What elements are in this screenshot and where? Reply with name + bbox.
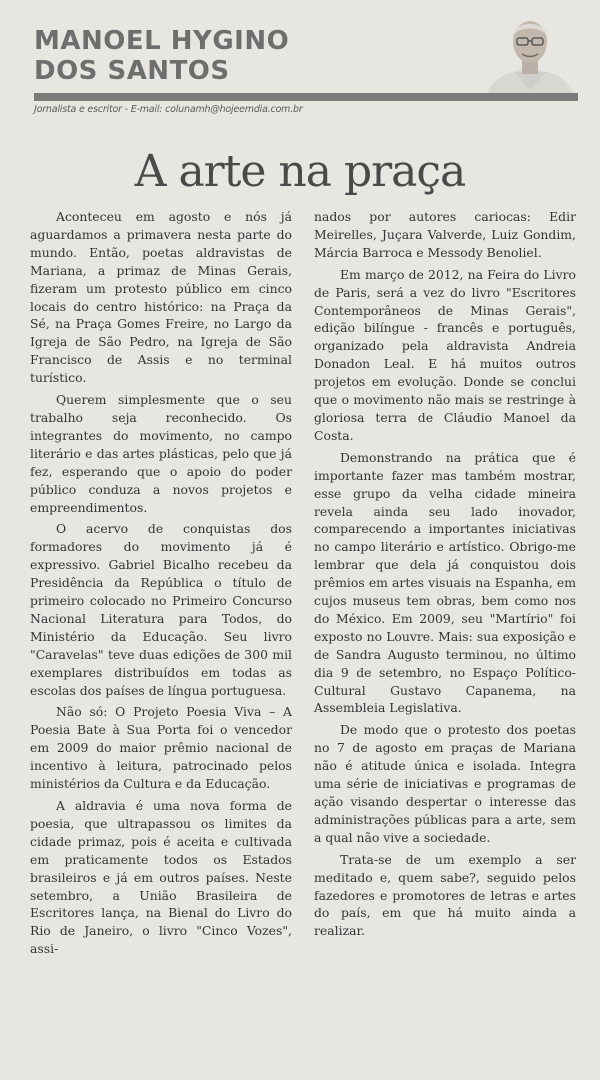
article-column-right <box>314 208 576 944</box>
paragraph: A aldravia é uma nova forma de poesia, que ultrapassou os limites da cidade primaz, pois é aceita e cultivada em praticamente todos os Estados brasileiros e já em outros países. Neste setembro, a União Brasileira de Escritores lança, na Bienal do Livro do Rio de Janeiro, o livro "Cinco Vozes", assi- <box>30 798 292 957</box>
author-name <box>34 26 474 86</box>
column-header <box>0 0 600 130</box>
paragraph: Trata-se de um exemplo a ser meditado e, quem sabe?, seguido pelos fazedores e promotores de letras e artes do país, em que há muito ainda a realizar. <box>314 851 576 939</box>
paragraph: De modo que o protesto dos poetas no 7 de agosto em praças de Mariana não é atitude única e isolada. Integra uma série de iniciativas e programas de ação visando despertar o interesse das administrações públicas para a arte, sem a qual não vive a sociedade. <box>314 722 576 845</box>
paragraph: Querem simplesmente que o seu trabalho seja reconhecido. Os integrantes do movimento, no campo literário e das artes plásticas, pelo que já fez, esperando que o apoio do poder público conduza a novos projetos e empreendimentos. <box>30 392 292 515</box>
paragraph-continuation: nados por autores cariocas: Edir Meirelles, Juçara Valverde, Luiz Gondim, Márcia Barroca e Messody Benoliel. <box>314 209 576 260</box>
header-rule <box>34 93 578 101</box>
paragraph: Aconteceu em agosto e nós já aguardamos a primavera nesta parte do mundo. Então, poetas aldravistas de Mariana, a primaz de Minas Gerais, fizeram um protesto público em cinco locais do centro histórico: na Praça da Sé, na Praça Gomes Freire, no Largo da Igreja de São Pedro, na Igreja de São Francisco de Assis e no terminal turístico. <box>30 209 292 386</box>
author-name-line2: DOS SANTOS <box>34 56 230 86</box>
author-byline: Jornalista e escritor - E-mail: colunamh@hojeemdia.com.br <box>34 104 303 115</box>
author-name-line1: MANOEL HYGINO <box>34 26 290 56</box>
paragraph: Demonstrando na prática que é importante fazer mas também mostrar, esse grupo da velha cidade mineira revela ainda seu lado inovador, comparecendo a importantes iniciativas no campo literário e artístico. Obrigo-me lembrar que dela já conquistou dois prêmios em artes visuais na Espanha, em cujos museus tem obras, bem como nos do México. Em 2009, seu "Martírio" foi exposto no Louvre. Mais: sua exposição e de Sandra Augusto terminou, no último dia 9 de setembro, no Espaço Político-Cultural Gustavo Capanema, na Assembleia Legislativa. <box>314 449 576 716</box>
paragraph: Não só: O Projeto Poesia Viva – A Poesia Bate à Sua Porta foi o vencedor em 2009 do maior prêmio nacional de incentivo à leitura, patrocinado pelos ministérios da Cultura e da Educação. <box>30 704 292 792</box>
article-column-left <box>30 208 292 962</box>
author-photo <box>484 10 576 96</box>
paragraph: Em março de 2012, na Feira do Livro de Paris, será a vez do livro "Escritores Contemporâneos de Minas Gerais", edição bilíngue - francês e português, organizado pela aldravista Andreia Donadon Leal. E há muitos outros projetos em evolução. Donde se conclui que o movimento não mais se restringe à gloriosa terra de Cláudio Manoel da Costa. <box>314 266 576 443</box>
article-title: A arte na praça <box>134 146 466 197</box>
paragraph: O acervo de conquistas dos formadores do movimento já é expressivo. Gabriel Bicalho recebeu da Presidência da República o título de primeiro colocado no Primeiro Concurso Nacional Literatura para Todos, do Ministério da Educação. Seu livro "Caravelas" teve duas edições de 300 mil exemplares distribuídos em todas as escolas dos países de língua portuguesa. <box>30 521 292 698</box>
